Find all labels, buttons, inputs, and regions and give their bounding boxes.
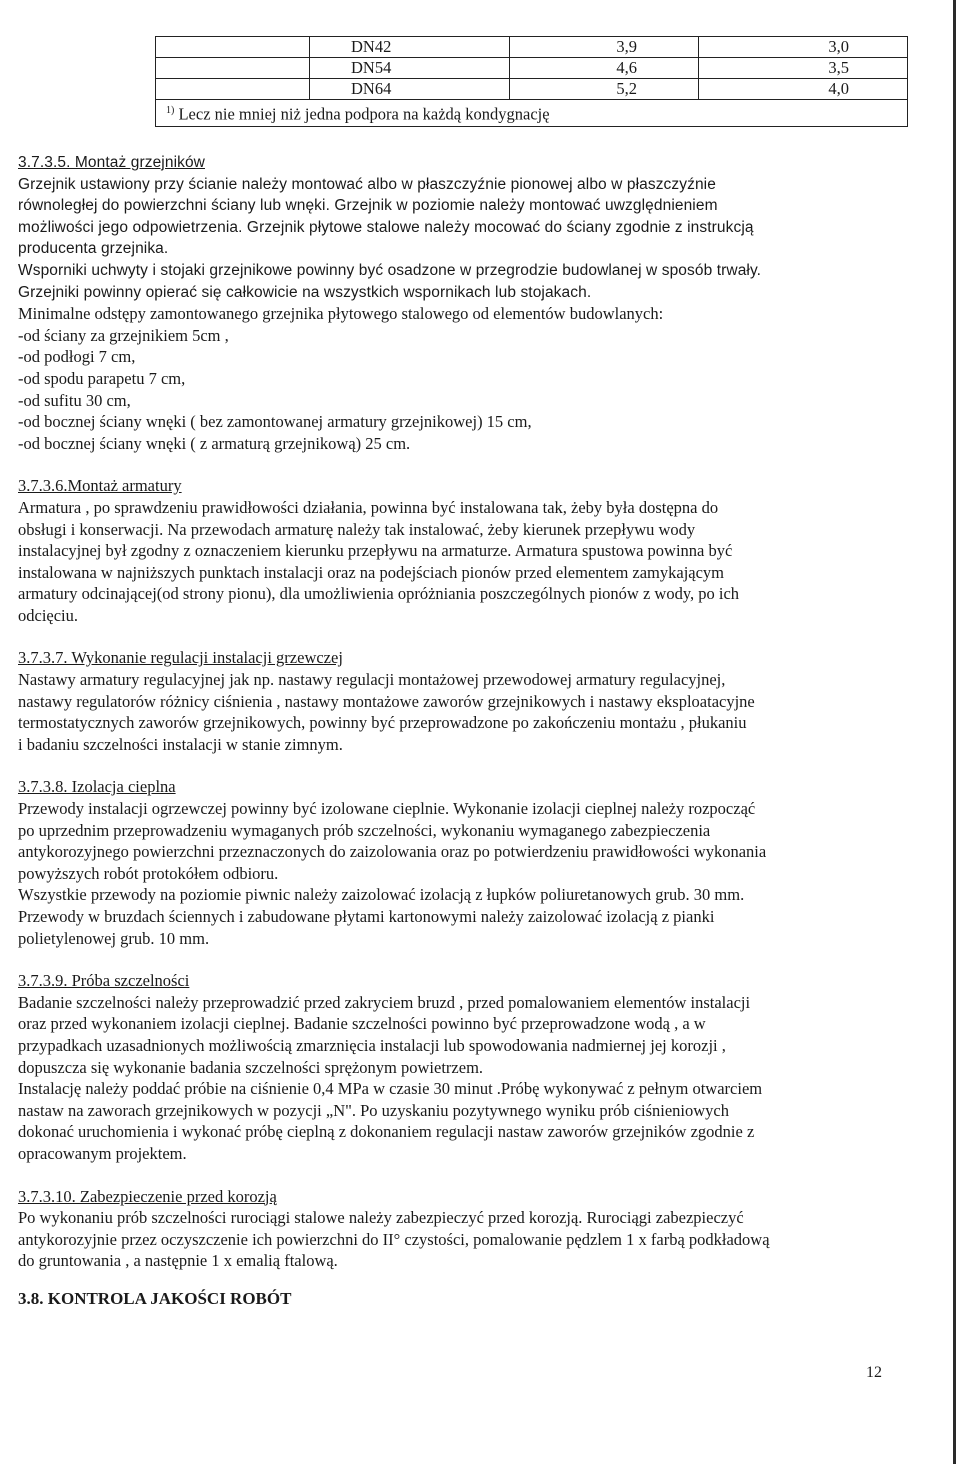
- support-spacing-table: [155, 36, 908, 127]
- table-cell-value: 3,9: [510, 37, 699, 58]
- section-radiator-mounting: [18, 152, 898, 303]
- text-line: opracowanym projektem.: [18, 1143, 187, 1163]
- text-line: obsługi i konserwacji. Na przewodach armaturę należy tak instalować, żeby kierunek przepływu wody: [18, 519, 696, 539]
- list-item: -od podłogi 7 cm,: [18, 347, 136, 367]
- document-body: [18, 152, 898, 1327]
- text-line: powyższych robót protokółem odbioru.: [18, 863, 279, 883]
- minimum-distances: [18, 303, 898, 454]
- section-heading: 3.7.3.7. Wykonanie regulacji instalacji grzewczej: [18, 648, 343, 668]
- text-line: dopuszcza się wykonanie badania szczelności sprężonym powietrzem.: [18, 1057, 484, 1077]
- section-insulation: [18, 776, 898, 949]
- table-cell-dn: DN42: [310, 37, 510, 58]
- text-line: antykorozyjnie przez oczyszczenie ich powierzchni do II° czystości, pomalowanie pędzlem 1 x farbą podkładową: [18, 1229, 770, 1249]
- section-heading: 3.7.3.5. Montaż grzejników: [18, 154, 205, 171]
- section-title-quality-control: 3.8. KONTROLA JAKOŚCI ROBÓT: [18, 1288, 292, 1308]
- table-row: [156, 79, 908, 100]
- list-item: -od ściany za grzejnikiem 5cm ,: [18, 325, 229, 345]
- text-line: Badanie szczelności należy przeprowadzić przed zakryciem bruzd , przed pomalowaniem elementów instalacji: [18, 992, 751, 1012]
- text-line: po uprzednim przeprowadzeniu wymaganych prób szczelności, wykonaniu wymaganego zabezpieczenia: [18, 820, 711, 840]
- text-line: Grzejniki powinny opierać się całkowicie na wszystkich wspornikach lub stojakach.: [18, 283, 592, 301]
- table-footnote-row: [156, 100, 908, 127]
- text-line: Wszystkie przewody na poziomie piwnic należy zaizolować izolacją z łupków poliuretanowych grub. 30 mm.: [18, 885, 745, 905]
- text-line: dokonać uruchomienia i wykonać próbę cieplną z dokonaniem regulacji nastaw zaworów grzejników zgodnie z: [18, 1122, 755, 1142]
- table-cell-value: 4,6: [510, 58, 699, 79]
- table-footnote: [156, 100, 908, 127]
- page-number: 12: [866, 1364, 882, 1381]
- scan-edge-line: [953, 0, 956, 1464]
- text-line: Instalację należy poddać próbie na ciśnienie 0,4 MPa w czasie 30 minut .Próbę wykonywać z pełnym otwarciem: [18, 1079, 763, 1099]
- text-line: antykorozyjnego powierzchni przeznaczonych do zaizolowania oraz po potwierdzeniu prawidłowości wykonania: [18, 842, 767, 862]
- text-line: możliwości jego odpowietrzenia. Grzejnik płytowe stalowe należy mocować do ściany zgodnie z instrukcją: [18, 218, 754, 236]
- footnote-mark: 1): [166, 105, 175, 116]
- text-line: instalowana w najniższych punktach instalacji oraz na podejściach pionów przed elementem zamykającym: [18, 562, 725, 582]
- text-line: polietylenowej grub. 10 mm.: [18, 928, 210, 948]
- table-cell-value: 4,0: [699, 79, 908, 100]
- section-heading: 3.7.3.10. Zabezpieczenie przed korozją: [18, 1186, 277, 1206]
- text-line: armatury odcinającej(od strony pionu), dla umożliwienia opróżniania poszczególnych pionów z wody, po ich: [18, 584, 740, 604]
- table-cell-value: 3,0: [699, 37, 908, 58]
- table-cell-dn: DN54: [310, 58, 510, 79]
- text-line: Po wykonaniu prób szczelności rurociągi stalowe należy zabezpieczyć przed korozją. Rurociągi zabezpieczyć: [18, 1208, 744, 1228]
- list-item: -od bocznej ściany wnęki ( bez zamontowanej armatury grzejnikowej) 15 cm,: [18, 412, 532, 432]
- text-line: termostatycznych zaworów grzejnikowych, powinny być przeprowadzone po zakończeniu montażu , płukaniu: [18, 713, 747, 733]
- text-line: Przewody instalacji ogrzewczej powinny być izolowane cieplnie. Wykonanie izolacji cieplnej należy rozpocząć: [18, 799, 756, 819]
- section-heading: 3.7.3.6.Montaż armatury: [18, 476, 182, 496]
- section-heading: 3.7.3.8. Izolacja cieplna: [18, 777, 176, 797]
- text-line: odcięciu.: [18, 605, 79, 625]
- text-line: Nastawy armatury regulacyjnej jak np. nastawy regulacji montażowej przewodowej armatury regulacyjnej,: [18, 670, 726, 690]
- section-fittings: [18, 475, 898, 626]
- text-line: Armatura , po sprawdzeniu prawidłowości działania, powinna być instalowana tak, żeby była dostępna do: [18, 497, 719, 517]
- text-line: przypadkach uzasadnionych możliwością zmarznięcia instalacji lub spowodowania nadmiernej jej korozji ,: [18, 1035, 726, 1055]
- text-line: Minimalne odstępy zamontowanego grzejnika płytowego stalowego od elementów budowlanych:: [18, 304, 664, 324]
- list-item: -od sufitu 30 cm,: [18, 390, 131, 410]
- text-line: instalacyjnej był zgodny z oznaczeniem kierunku przepływu na armaturze. Armatura spustowa powinna być: [18, 541, 733, 561]
- table-cell-value: 3,5: [699, 58, 908, 79]
- text-line: producenta grzejnika.: [18, 240, 169, 258]
- section-corrosion-protection: [18, 1186, 898, 1272]
- text-line: Przewody w bruzdach ściennych i zabudowane płytami kartonowymi należy zaizolować izolacją z pianki: [18, 907, 715, 926]
- text-line: i badaniu szczelności instalacji w stanie zimnym.: [18, 734, 343, 754]
- table-cell-value: 5,2: [510, 79, 699, 100]
- section-pressure-test: [18, 970, 898, 1164]
- text-line: nastawy regulatorów różnicy ciśnienia , nastawy montażowe zaworów grzejnikowych i nastawy eksploatacyjne: [18, 691, 755, 711]
- section-regulation: [18, 647, 898, 755]
- text-line: nastaw na zaworach grzejnikowych w pozycji „N". Po uzyskaniu pozytywnego wyniku prób ciśnieniowych: [18, 1100, 730, 1120]
- text-line: Wsporniki uchwyty i stojaki grzejnikowe powinny być osadzone w przegrodzie budowlanej w sposób trwały.: [18, 261, 762, 279]
- text-line: do gruntowania , a następnie 1 x emalią ftalową.: [18, 1251, 338, 1271]
- text-line: równoległej do powierzchni ściany lub wnęki. Grzejnik w poziomie należy montować uwzględnieniem: [18, 197, 718, 215]
- table-row: [156, 37, 908, 58]
- list-item: -od spodu parapetu 7 cm,: [18, 368, 186, 388]
- section-heading: 3.7.3.9. Próba szczelności: [18, 971, 190, 991]
- table-row: [156, 58, 908, 79]
- text-line: Grzejnik ustawiony przy ścianie należy montować albo w płaszczyźnie pionowej albo w płaszczyźnie: [18, 175, 716, 193]
- table-cell-dn: DN64: [310, 79, 510, 100]
- text-line: oraz przed wykonaniem izolacji cieplnej. Badanie szczelności powinno być przeprowadzone wodą , a w: [18, 1014, 706, 1034]
- list-item: -od bocznej ściany wnęki ( z armaturą grzejnikową) 25 cm.: [18, 433, 411, 453]
- footnote-text: Lecz nie mniej niż jedna podpora na każdą kondygnację: [178, 104, 550, 124]
